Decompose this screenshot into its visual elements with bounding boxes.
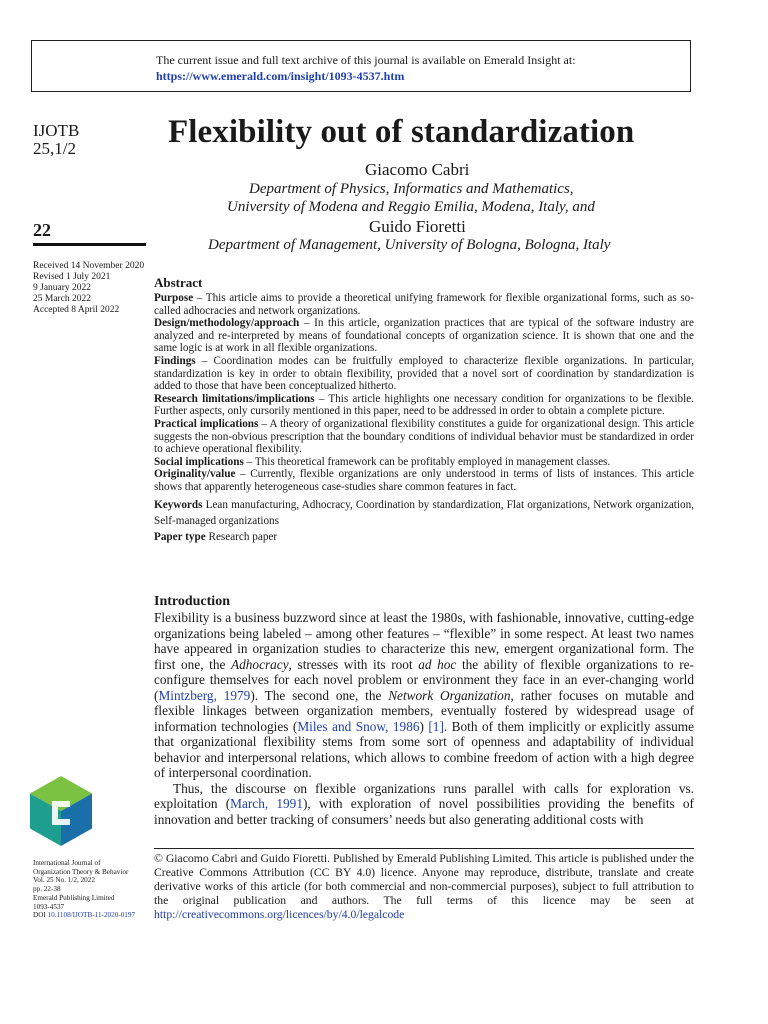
notice-link[interactable]: https://www.emerald.com/insight/1093-4537.htm	[156, 69, 405, 83]
footer-line: pp. 22-38	[33, 885, 61, 894]
author-affiliation: Department of Physics, Informatics and Mathematics,	[249, 181, 574, 197]
abstract-label: Purpose	[154, 292, 194, 304]
citation-link[interactable]: Miles and Snow, 1986	[297, 718, 420, 734]
abstract-label: Originality/value	[154, 468, 236, 481]
abstract-label: Practical implications	[154, 417, 259, 430]
footer-line: International Journal of	[33, 859, 101, 867]
date-revised: 25 March 2022	[33, 294, 92, 304]
paper-type: Paper type Research paper	[154, 530, 278, 543]
abstract-section: Social implications – This theoretical framework can be profitably employed in management classes.	[154, 455, 611, 468]
author-affiliation: Department of Management, University of Bologna, Bologna, Italy	[208, 237, 611, 253]
footer-line: Organization Theory & Behavior	[33, 867, 129, 876]
author-name: Guido Fioretti	[369, 217, 466, 236]
footer-line: Vol. 25 No. 1/2, 2022	[33, 876, 95, 885]
page-number-rule	[33, 243, 146, 246]
license-link[interactable]: http://creativecommons.org/licences/by/4.0/legalcode	[154, 908, 405, 922]
footer-line: Emerald Publishing Limited	[33, 893, 115, 902]
introduction-heading: Introduction	[154, 594, 230, 609]
author-affiliation: University of Modena and Reggio Emilia, Modena, Italy, and	[227, 199, 595, 215]
journal-code-block	[33, 122, 79, 158]
footer-line: 1093-4537	[33, 902, 65, 911]
abstract-label: Findings	[154, 354, 196, 367]
date-received: Received 14 November 2020	[33, 261, 145, 271]
author-name: Giacomo Cabri	[365, 160, 470, 179]
paragraph: Thus, the discourse on flexible organizations runs parallel with calls for exploration vs. exploitation (March, 1991), with exploration of novel possibilities providing the benefits of innovation and better tracking of consumers’ needs but also generating additional costs with	[154, 780, 694, 827]
citation-link[interactable]: Mintzberg, 1979	[158, 687, 251, 703]
abstract-heading: Abstract	[154, 275, 203, 290]
abstract-section: Design/methodology/approach – In this article, organization practices that are typical of the software industry are analyzed and re-interpreted by means of foundational concepts of organization science. It is shown that one and the same logic is at work in all flexible organizations.	[154, 317, 694, 355]
abstract-section: Findings – Coordination modes can be fruitfully employed to characterize flexible organizations. In particular, standardization is key in order to obtain flexibility, provided that a novel sort of coordination by standardization is added to those that have been conceptualized hitherto.	[154, 354, 694, 393]
license-text: © Giacomo Cabri and Guido Fioretti. Published by Emerald Publishing Limited. This article is published under the Creative Commons Attribution (CC BY 4.0) licence. Anyone may reproduce, distribute, translate and create derivative works of this article (for both commercial and non-commercial purposes), subject to full attribution to the original publication and authors. The full terms of this licence may be seen at http://creativecommons.org/licences/by/4.0/legalcode	[154, 852, 694, 922]
abstract-label: Social implications	[154, 455, 244, 468]
keywords-label: Keywords	[154, 498, 203, 511]
abstract-section: Practical implications – A theory of organizational flexibility constitutes a guide for organizational design. This article suggests the non-obvious prescription that the boundary conditions of individual behavior must be standardized in order to achieve operational flexibility.	[154, 417, 694, 456]
abstract-label: Research limitations/implications	[154, 392, 315, 405]
page-number: 22	[33, 220, 51, 240]
abstract	[154, 274, 694, 545]
abstract-label: Design/methodology/approach	[154, 317, 300, 330]
journal-notice-box	[31, 40, 691, 92]
paper-type-label: Paper type	[154, 530, 206, 543]
notice-text: The current issue and full text archive of this journal is available on Emerald Insight at:	[156, 53, 576, 67]
citation-link[interactable]: March, 1991	[230, 796, 303, 811]
article-title: Flexibility out of standardization	[168, 114, 635, 150]
doi-line: DOI 10.1108/IJOTB-11-2020-0197	[33, 911, 136, 920]
abstract-section: Originality/value – Currently, flexible organizations are only understood in terms of lists of instances. This article shows that apparently heterogeneous case-studies share common features in fact.	[154, 468, 694, 493]
date-revised: 9 January 2022	[33, 283, 92, 293]
date-accepted: Accepted 8 April 2022	[33, 305, 120, 315]
abstract-section: Research limitations/implications – This article highlights one necessary condition for organizations to be flexible. Further aspects, only cursorily mentioned in this paper, need to be addressed in order to obtain a complete picture.	[154, 392, 694, 418]
license-rule	[154, 848, 694, 849]
abstract-section: Purpose – This article aims to provide a theoretical unifying framework for flexible organizational forms, such as so-called adhocracies and network organizations.	[154, 292, 694, 317]
doi-link[interactable]: 10.1108/IJOTB-11-2020-0197	[47, 911, 136, 920]
date-revised: Revised 1 July 2021	[33, 272, 111, 282]
article-dates	[33, 261, 144, 316]
introduction-section	[154, 593, 694, 827]
footnote-link[interactable]: [1]	[428, 718, 444, 734]
emerald-logo-icon	[30, 776, 92, 846]
keywords: Keywords Lean manufacturing, Adhocracy, Coordination by standardization, Flat organizations, Network organization, Self-managed organizations	[154, 498, 694, 527]
journal-footer-info	[33, 859, 153, 920]
journal-volume: 25,1/2	[33, 139, 76, 158]
paragraph: Flexibility is a business buzzword since at least the 1980s, with fashionable, innovative, cutting-edge organizations being labeled – among other features – “flexible” in some respect. At least two names have appeared in organization studies to characterize this new, emergent organizational form. The first one, the Adhocracy, stresses with its root ad hoc the ability of flexible organizations to re-configure themselves for each novel problem or environment they face in an ever-changing world (Mintzberg, 1979). The second one, the Network Organization, rather focuses on mutable and flexible linkages between organization members, eventually fostered by widespread usage of information technologies (Miles and Snow, 1986) [1]. Both of them implicitly or explicitly assume that organizational flexibility stems from some sort of openness and adaptability of individual behavior and interpersonal relations, which allows to combine freedom of action with a high degree of interpersonal coordination.	[154, 610, 695, 780]
journal-code: IJOTB	[33, 121, 80, 140]
